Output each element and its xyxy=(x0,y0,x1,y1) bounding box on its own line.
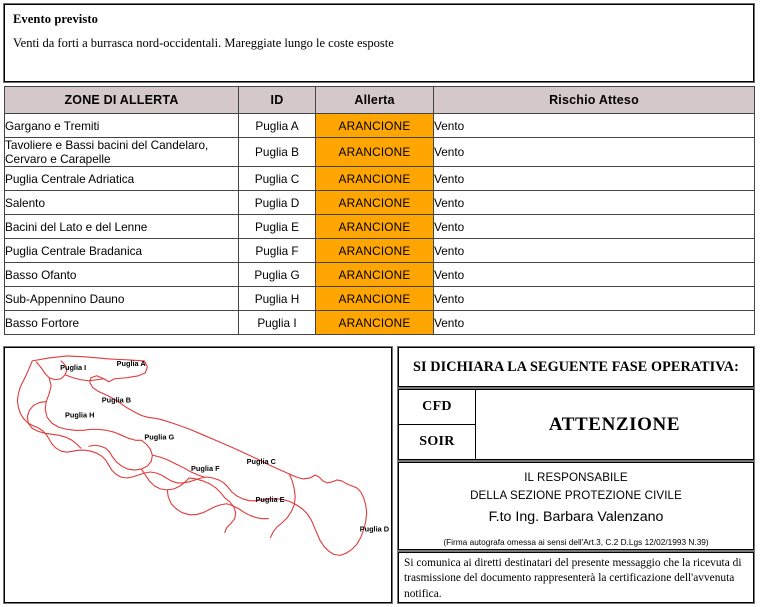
map-zone-label: Puglia C xyxy=(246,457,276,467)
map-zone-label: Puglia I xyxy=(60,362,87,372)
signature-role-line1: IL RESPONSABILE xyxy=(524,471,628,484)
event-description: Venti da forti a burrasca nord-occidentali. Mareggiate lungo le coste esposte xyxy=(13,36,394,50)
map-zone-label: Puglia G xyxy=(144,432,175,442)
map-zone-label: Puglia A xyxy=(116,358,146,368)
cell-zone: Sub-Appennino Dauno xyxy=(5,287,239,311)
cell-id: Puglia E xyxy=(239,215,316,239)
table-body xyxy=(5,114,755,335)
cell-id: Puglia I xyxy=(239,311,316,335)
map-zone-label: Puglia E xyxy=(255,494,285,504)
event-title: Evento previsto xyxy=(13,12,98,26)
table-row xyxy=(5,239,755,263)
table-header-row xyxy=(5,87,755,114)
cell-alert-level: ARANCIONE xyxy=(316,263,434,287)
cell-risk: Vento xyxy=(434,167,755,191)
operational-phase-box xyxy=(398,389,754,460)
declaration-panel xyxy=(398,347,754,603)
cell-risk: Vento xyxy=(434,239,755,263)
signature-name: F.to Ing. Barbara Valenzano xyxy=(488,509,664,525)
declaration-heading-box xyxy=(398,347,754,387)
table-row xyxy=(5,114,755,138)
cell-zone: Bacini del Lato e del Lenne xyxy=(5,215,239,239)
table-row xyxy=(5,311,755,335)
cell-risk: Vento xyxy=(434,191,755,215)
signature-legal-note: (Firma autografa omessa ai sensi dell'Art.3, C.2 D.Lgs 12/02/1993 N.39) xyxy=(443,537,709,547)
cell-zone: Basso Fortore xyxy=(5,311,239,335)
table-row xyxy=(5,191,755,215)
map-zone-label: Puglia F xyxy=(191,464,220,474)
puglia-alert-zones-map xyxy=(4,347,392,603)
cell-id: Puglia H xyxy=(239,287,316,311)
map-zone-label: Puglia D xyxy=(359,524,390,534)
map-svg xyxy=(5,348,391,602)
phase-code-column xyxy=(399,390,476,459)
phase-value: ATTENZIONE xyxy=(548,413,681,435)
table-row xyxy=(5,138,755,167)
cell-risk: Vento xyxy=(434,138,755,167)
transmission-notice-box xyxy=(398,552,754,603)
map-region-outlines xyxy=(17,356,366,555)
declaration-heading: SI DICHIARA LA SEGUENTE FASE OPERATIVA: xyxy=(413,358,739,375)
cell-zone: Salento xyxy=(5,191,239,215)
cell-alert-level: ARANCIONE xyxy=(316,215,434,239)
column-header-zone: ZONE DI ALLERTA xyxy=(5,87,239,114)
column-header-id: ID xyxy=(239,87,316,114)
signature-box xyxy=(398,462,754,550)
cell-zone: Gargano e Tremiti xyxy=(5,114,239,138)
column-header-risk: Rischio Atteso xyxy=(434,87,755,114)
cell-zone: Puglia Centrale Adriatica xyxy=(5,167,239,191)
cell-id: Puglia C xyxy=(239,167,316,191)
cell-risk: Vento xyxy=(434,263,755,287)
map-zone-label: Puglia H xyxy=(65,410,95,420)
cell-zone: Basso Ofanto xyxy=(5,263,239,287)
table-row xyxy=(5,215,755,239)
cell-id: Puglia A xyxy=(239,114,316,138)
phase-code-soir: SOIR xyxy=(419,434,455,449)
cell-risk: Vento xyxy=(434,215,755,239)
table-row xyxy=(5,287,755,311)
cell-id: Puglia F xyxy=(239,239,316,263)
cell-alert-level: ARANCIONE xyxy=(316,287,434,311)
map-zone-labels xyxy=(60,359,389,534)
alert-zones-table xyxy=(4,86,755,335)
signature-role-line2: DELLA SEZIONE PROTEZIONE CIVILE xyxy=(470,489,682,502)
cell-alert-level: ARANCIONE xyxy=(316,167,434,191)
table-row xyxy=(5,263,755,287)
map-zone-label: Puglia B xyxy=(101,395,132,405)
cell-alert-level: ARANCIONE xyxy=(316,239,434,263)
cell-risk: Vento xyxy=(434,287,755,311)
cell-alert-level: ARANCIONE xyxy=(316,311,434,335)
cell-risk: Vento xyxy=(434,311,755,335)
cell-zone: Puglia Centrale Bradanica xyxy=(5,239,239,263)
phase-code-cfd: CFD xyxy=(399,390,475,425)
cell-id: Puglia D xyxy=(239,191,316,215)
table-row xyxy=(5,167,755,191)
event-forecast-box xyxy=(4,4,754,82)
cell-alert-level: ARANCIONE xyxy=(316,191,434,215)
transmission-notice-text: Si comunica ai diretti destinatari del presente messaggio che la ricevuta di trasmissione del documento rappresenterà la certificazione dell'avvenuta notifica. xyxy=(404,557,742,600)
cell-risk: Vento xyxy=(434,114,755,138)
cell-id: Puglia B xyxy=(239,138,316,167)
column-header-alert: Allerta xyxy=(316,87,434,114)
cell-id: Puglia G xyxy=(239,263,316,287)
cell-alert-level: ARANCIONE xyxy=(316,114,434,138)
cell-alert-level: ARANCIONE xyxy=(316,138,434,167)
cell-zone: Tavoliere e Bassi bacini del Candelaro, Cervaro e Carapelle xyxy=(5,138,239,167)
